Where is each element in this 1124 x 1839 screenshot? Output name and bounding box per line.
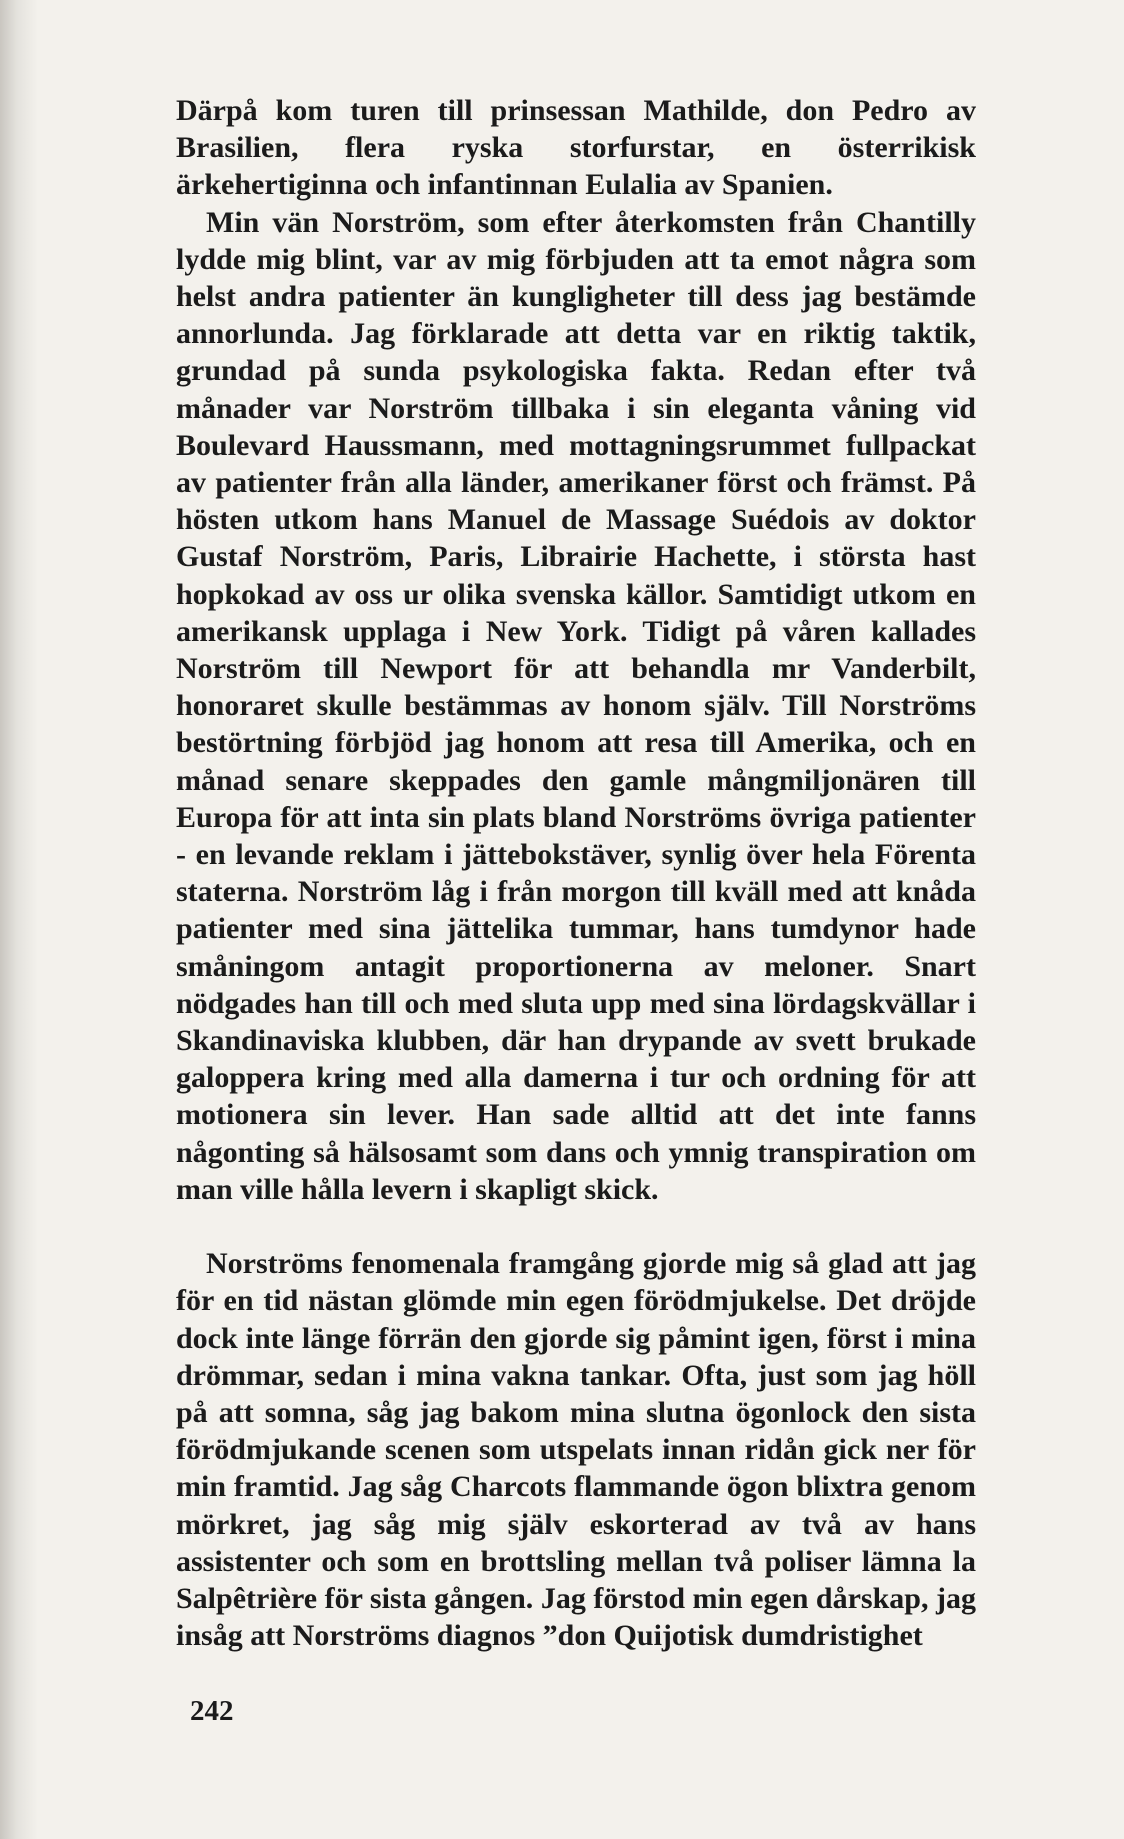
page-gutter-shadow <box>0 0 38 1839</box>
page-number: 242 <box>190 1695 234 1727</box>
paragraph-1: Därpå kom turen till prinsessan Mathilde, don Pedro av Brasilien, flera ryska storfurstar, en österrikisk ärkehertiginna och infantinnan Eulalia av Spanien. <box>176 94 976 202</box>
paragraph-3: Norströms fenomenala framgång gjorde mig så glad att jag för en tid nästan glömde min egen förödmjukelse. Det dröjde dock inte länge förrän den gjorde sig påmint igen, först i mina drömmar, sedan i mina vakna tankar. Ofta, just som jag höll på att somna, såg jag bakom mina slutna ögonlock den sista förödmjukande scenen som utspelats innan ridån gick ner för min framtid. Jag såg Charcots flammande ögon blixtra genom mörkret, jag såg mig själv eskorterad av två av hans assistenter och som en brottsling mellan två poliser lämna la Salpêtrière för sista gången. Jag förstod min egen dårskap, jag insåg att Norströms diagnos ”don Quijotisk dumdristighet <box>176 1247 976 1653</box>
body-text <box>176 92 976 1654</box>
paragraph-2: Min vän Norström, som efter återkomsten från Chantilly lydde mig blint, var av mig förbjuden att ta emot några som helst andra patienter än kungligheter till dess jag bestämde annorlunda. Jag förklarade att detta var en riktig taktik, grundad på sunda psykologiska fakta. Redan efter två månader var Norström tillbaka i sin eleganta våning vid Boulevard Haussmann, med mottagningsrummet fullpackat av patienter från alla länder, amerikaner först och främst. På hösten utkom hans Manuel de Massage Suédois av doktor Gustaf Norström, Paris, Librairie Hachette, i största hast hopkokad av oss ur olika svenska källor. Samtidigt utkom en amerikansk upplaga i New York. Tidigt på våren kallades Norström till Newport för att behandla mr Vanderbilt, honoraret skulle bestämmas av honom själv. Till Norströms bestörtning förbjöd jag honom att resa till Amerika, och en månad senare skeppades den gamle mångmiljonären till Europa för att inta sin plats bland Norströms övriga patienter - en levande reklam i jättebokstäver, synlig över hela Förenta staterna. Norström låg i från morgon till kväll med att knåda patienter med sina jättelika tummar, hans tumdynor hade småningom antagit proportionerna av meloner. Snart nödgades han till och med sluta upp med sina lördagskvällar i Skandinaviska klubben, där han drypande av svett brukade galoppera kring med alla damerna i tur och ordning för att motionera sin lever. Han sade alltid att det inte fanns någonting så hälsosamt som dans och ymnig transpiration om man ville hålla levern i skapligt skick. <box>176 205 976 1206</box>
